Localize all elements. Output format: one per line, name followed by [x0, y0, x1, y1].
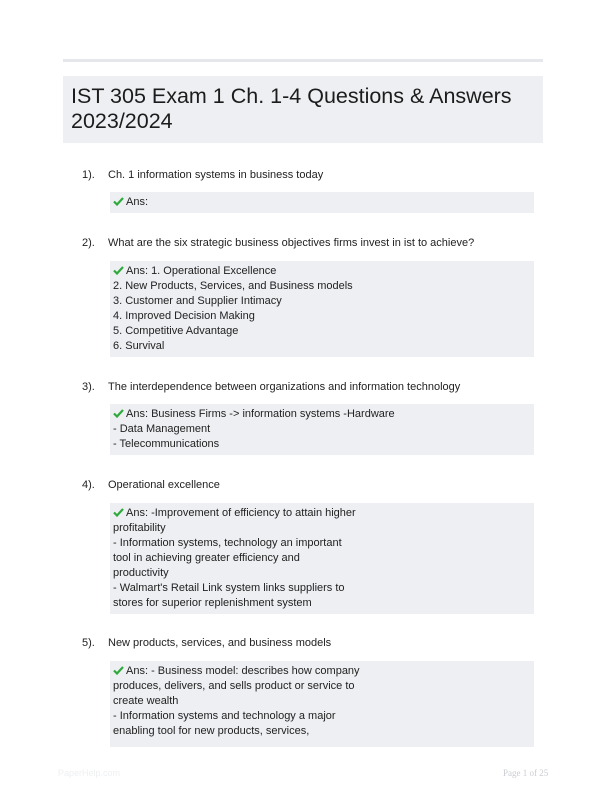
- answer-line: Ans: - Business model: describes how company: [113, 664, 528, 679]
- answer-line: - Information systems and technology a major: [113, 710, 336, 722]
- answer-line: - Telecommunications: [113, 438, 220, 450]
- question-number: 2).: [82, 237, 95, 249]
- top-divider: [63, 59, 543, 62]
- answer-box: [110, 404, 534, 455]
- question-text: Ch. 1 information systems in business today: [108, 169, 324, 181]
- title-banner: [63, 76, 543, 143]
- answer-line: - Information systems, technology an important: [113, 537, 342, 549]
- footer-watermark: PaperHelp.com: [58, 768, 121, 778]
- answer-line: 5. Competitive Advantage: [113, 325, 239, 337]
- answer-line: tool in achieving greater efficiency and: [113, 552, 300, 564]
- answer-line: Ans: Business Firms -> information systems -Hardware: [113, 407, 528, 422]
- answer-box: [110, 261, 534, 357]
- page-number: Page 1 of 25: [503, 768, 549, 778]
- answer-line: 2. New Products, Services, and Business models: [113, 280, 353, 292]
- answer-line: - Data Management: [113, 423, 211, 435]
- answer-line: productivity: [113, 567, 169, 579]
- answer-box: [110, 661, 534, 747]
- question-number: 5).: [82, 637, 95, 649]
- question-number: 1).: [82, 169, 95, 181]
- question-number: 3).: [82, 381, 95, 393]
- answer-box: [110, 503, 534, 614]
- question-text: The interdependence between organizations and information technology: [108, 381, 461, 393]
- check-icon: [113, 508, 124, 517]
- check-icon: [113, 197, 124, 206]
- check-icon: [113, 266, 124, 275]
- question-text: Operational excellence: [108, 479, 220, 491]
- question-text: New products, services, and business models: [108, 637, 332, 649]
- answer-line: - Walmart's Retail Link system links suppliers to: [113, 582, 345, 594]
- question-number: 4).: [82, 479, 95, 491]
- answer-line: produces, delivers, and sells product or service to: [113, 680, 355, 692]
- check-icon: [113, 409, 124, 418]
- answer-line: 4. Improved Decision Making: [113, 310, 255, 322]
- answer-line: stores for superior replenishment system: [113, 597, 312, 609]
- answer-line: 6. Survival: [113, 340, 165, 352]
- check-icon: [113, 666, 124, 675]
- answer-line: Ans:: [113, 195, 528, 210]
- answer-line: Ans: -Improvement of efficiency to attain higher: [113, 506, 528, 521]
- question-text: What are the six strategic business objectives firms invest in ist to achieve?: [108, 237, 475, 249]
- answer-line: Ans: 1. Operational Excellence: [113, 264, 528, 279]
- answer-line: profitability: [113, 522, 166, 534]
- answer-line: 3. Customer and Supplier Intimacy: [113, 295, 282, 307]
- answer-line: enabling tool for new products, services,: [113, 725, 310, 737]
- page-title: IST 305 Exam 1 Ch. 1-4 Questions & Answers 2023/2024: [71, 84, 512, 133]
- answer-line: create wealth: [113, 695, 179, 707]
- answer-box: [110, 192, 534, 213]
